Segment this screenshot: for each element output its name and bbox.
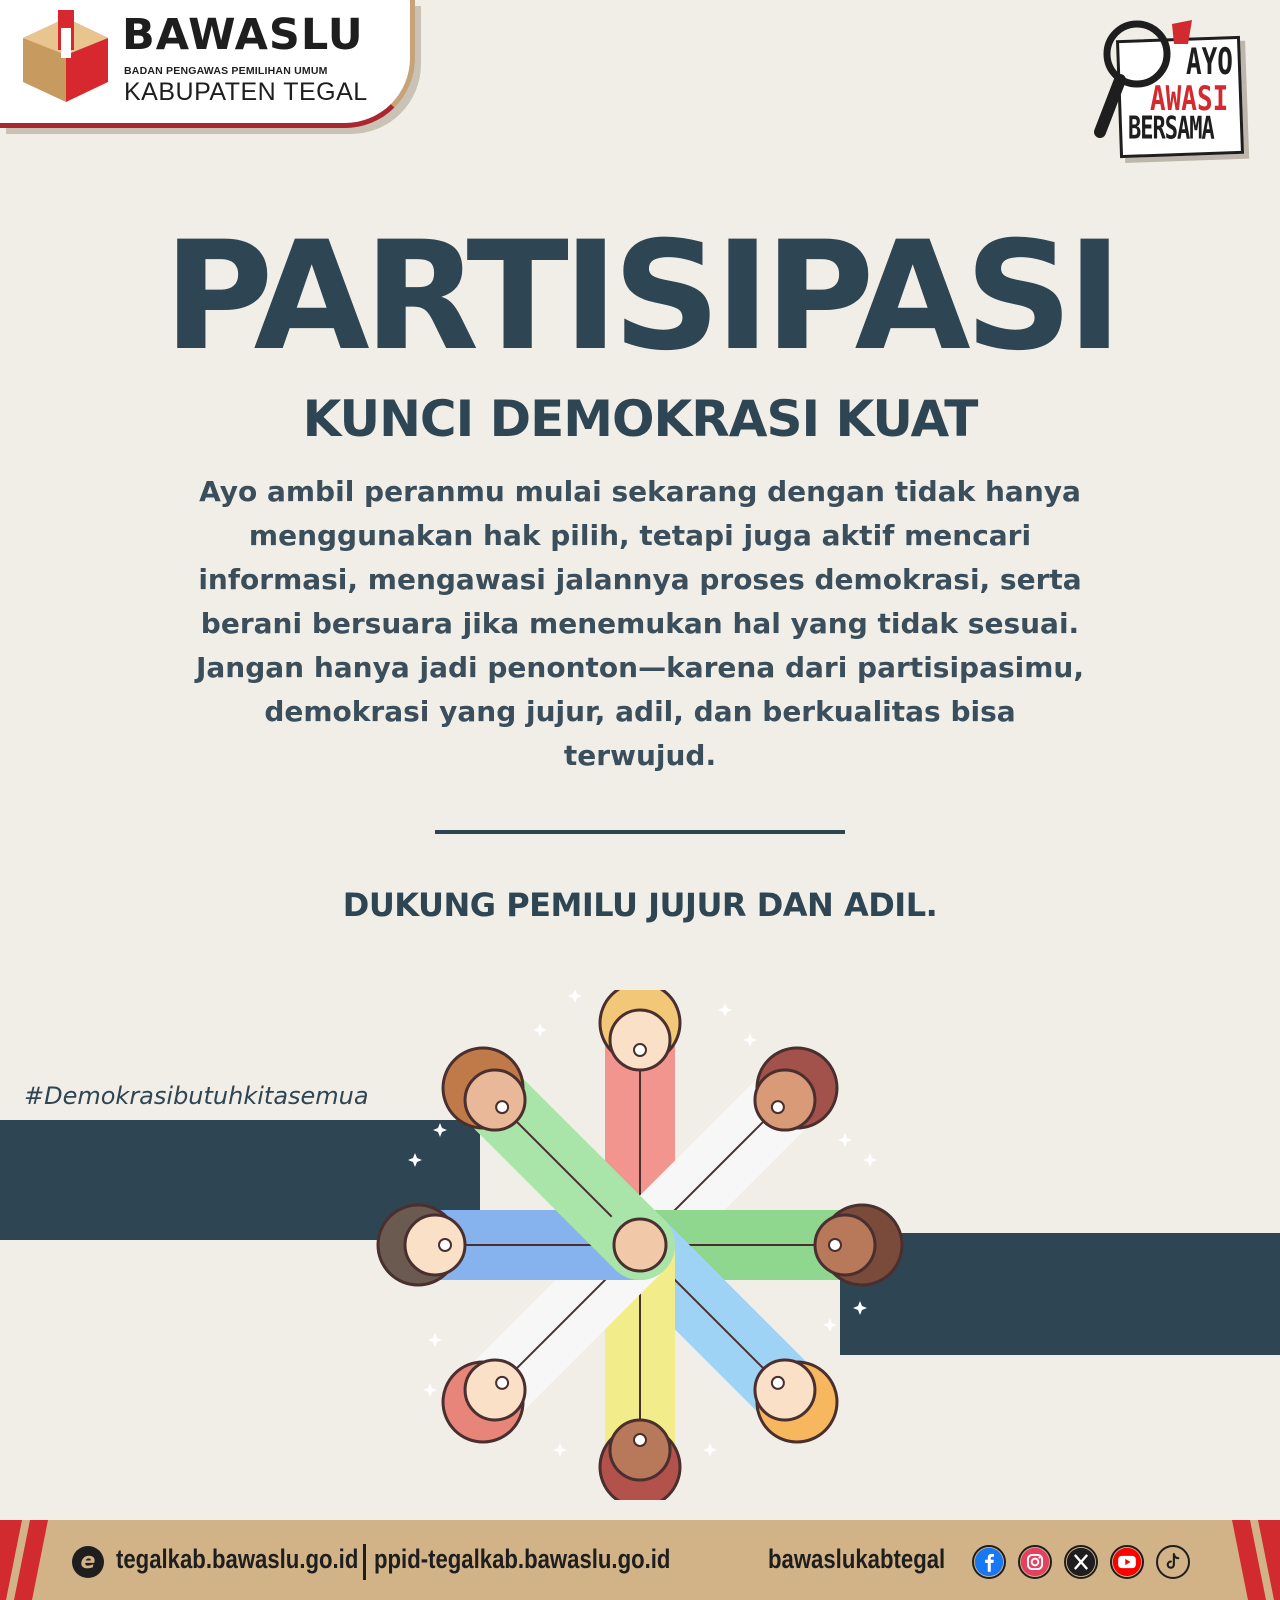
sparkle-icon [703, 1443, 717, 1457]
body-paragraph-2: Jangan hanya jadi penonton—karena dari partisipasimu, demokrasi yang jujur, adil, dan berkualitas bisa terwujud. [195, 651, 1084, 772]
brand-region: KABUPATEN TEGAL [124, 78, 368, 106]
brand-name: BAWASLU [122, 10, 364, 60]
website-icon: e [72, 1546, 104, 1578]
bawaslu-logo-icon [18, 10, 113, 110]
badge-text-ayo: AYO [1186, 42, 1233, 84]
sparkle-icon [853, 1301, 867, 1315]
sparkle-icon [823, 1318, 837, 1332]
sparkle-icon [428, 1333, 442, 1347]
instagram-icon[interactable] [1018, 1545, 1052, 1579]
badge-text-bersama: BERSAMA [1128, 112, 1214, 147]
footer-stripe-left [0, 1520, 58, 1600]
page-subtitle: KUNCI DEMOKRASI KUAT [302, 390, 978, 448]
sparkle-icon [863, 1153, 877, 1167]
sparkle-icon [718, 1003, 732, 1017]
website-link[interactable]: tegalkab.bawaslu.go.id [116, 1544, 359, 1574]
sparkle-icon [838, 1133, 852, 1147]
page-title: PARTISIPASI [163, 210, 1117, 384]
facebook-icon[interactable] [972, 1545, 1006, 1579]
brand-subtitle: BADAN PENGAWAS PEMILIHAN UMUM [124, 65, 328, 77]
body-paragraph-1: Ayo ambil peranmu mulai sekarang dengan tidak hanya menggunakan hak pilih, tetapi juga aktif mencari informasi, mengawasi jalannya proses demokrasi, serta berani bersuara jika menemukan hal yang tidak sesuai. [198, 475, 1082, 640]
sparkle-icon [423, 1383, 437, 1397]
body-text [190, 470, 1090, 778]
ppid-website-link[interactable]: ppid-tegalkab.bawaslu.go.id [374, 1544, 671, 1574]
badge-text-awasi: AWASI [1150, 80, 1229, 119]
footer-divider [363, 1544, 366, 1580]
social-handle: bawaslukabtegal [768, 1544, 946, 1574]
youtube-icon[interactable] [1110, 1545, 1144, 1579]
sparkle-icon [553, 1443, 567, 1457]
hashtag: #Demokrasibutuhkitasemua [24, 1082, 369, 1110]
sparkle-icon [743, 1033, 757, 1047]
sparkle-icon [533, 1023, 547, 1037]
tagline: DUKUNG PEMILU JUJUR DAN ADIL. [342, 886, 938, 924]
people-circle-illustration [360, 990, 920, 1500]
sparkle-icon [568, 990, 582, 1003]
sparkle-icon [408, 1153, 422, 1167]
x-icon[interactable] [1064, 1545, 1098, 1579]
tiktok-icon[interactable] [1156, 1545, 1190, 1579]
divider-rule [435, 830, 845, 834]
footer-stripe-right [1222, 1520, 1280, 1600]
sparkle-icon [433, 1123, 447, 1137]
